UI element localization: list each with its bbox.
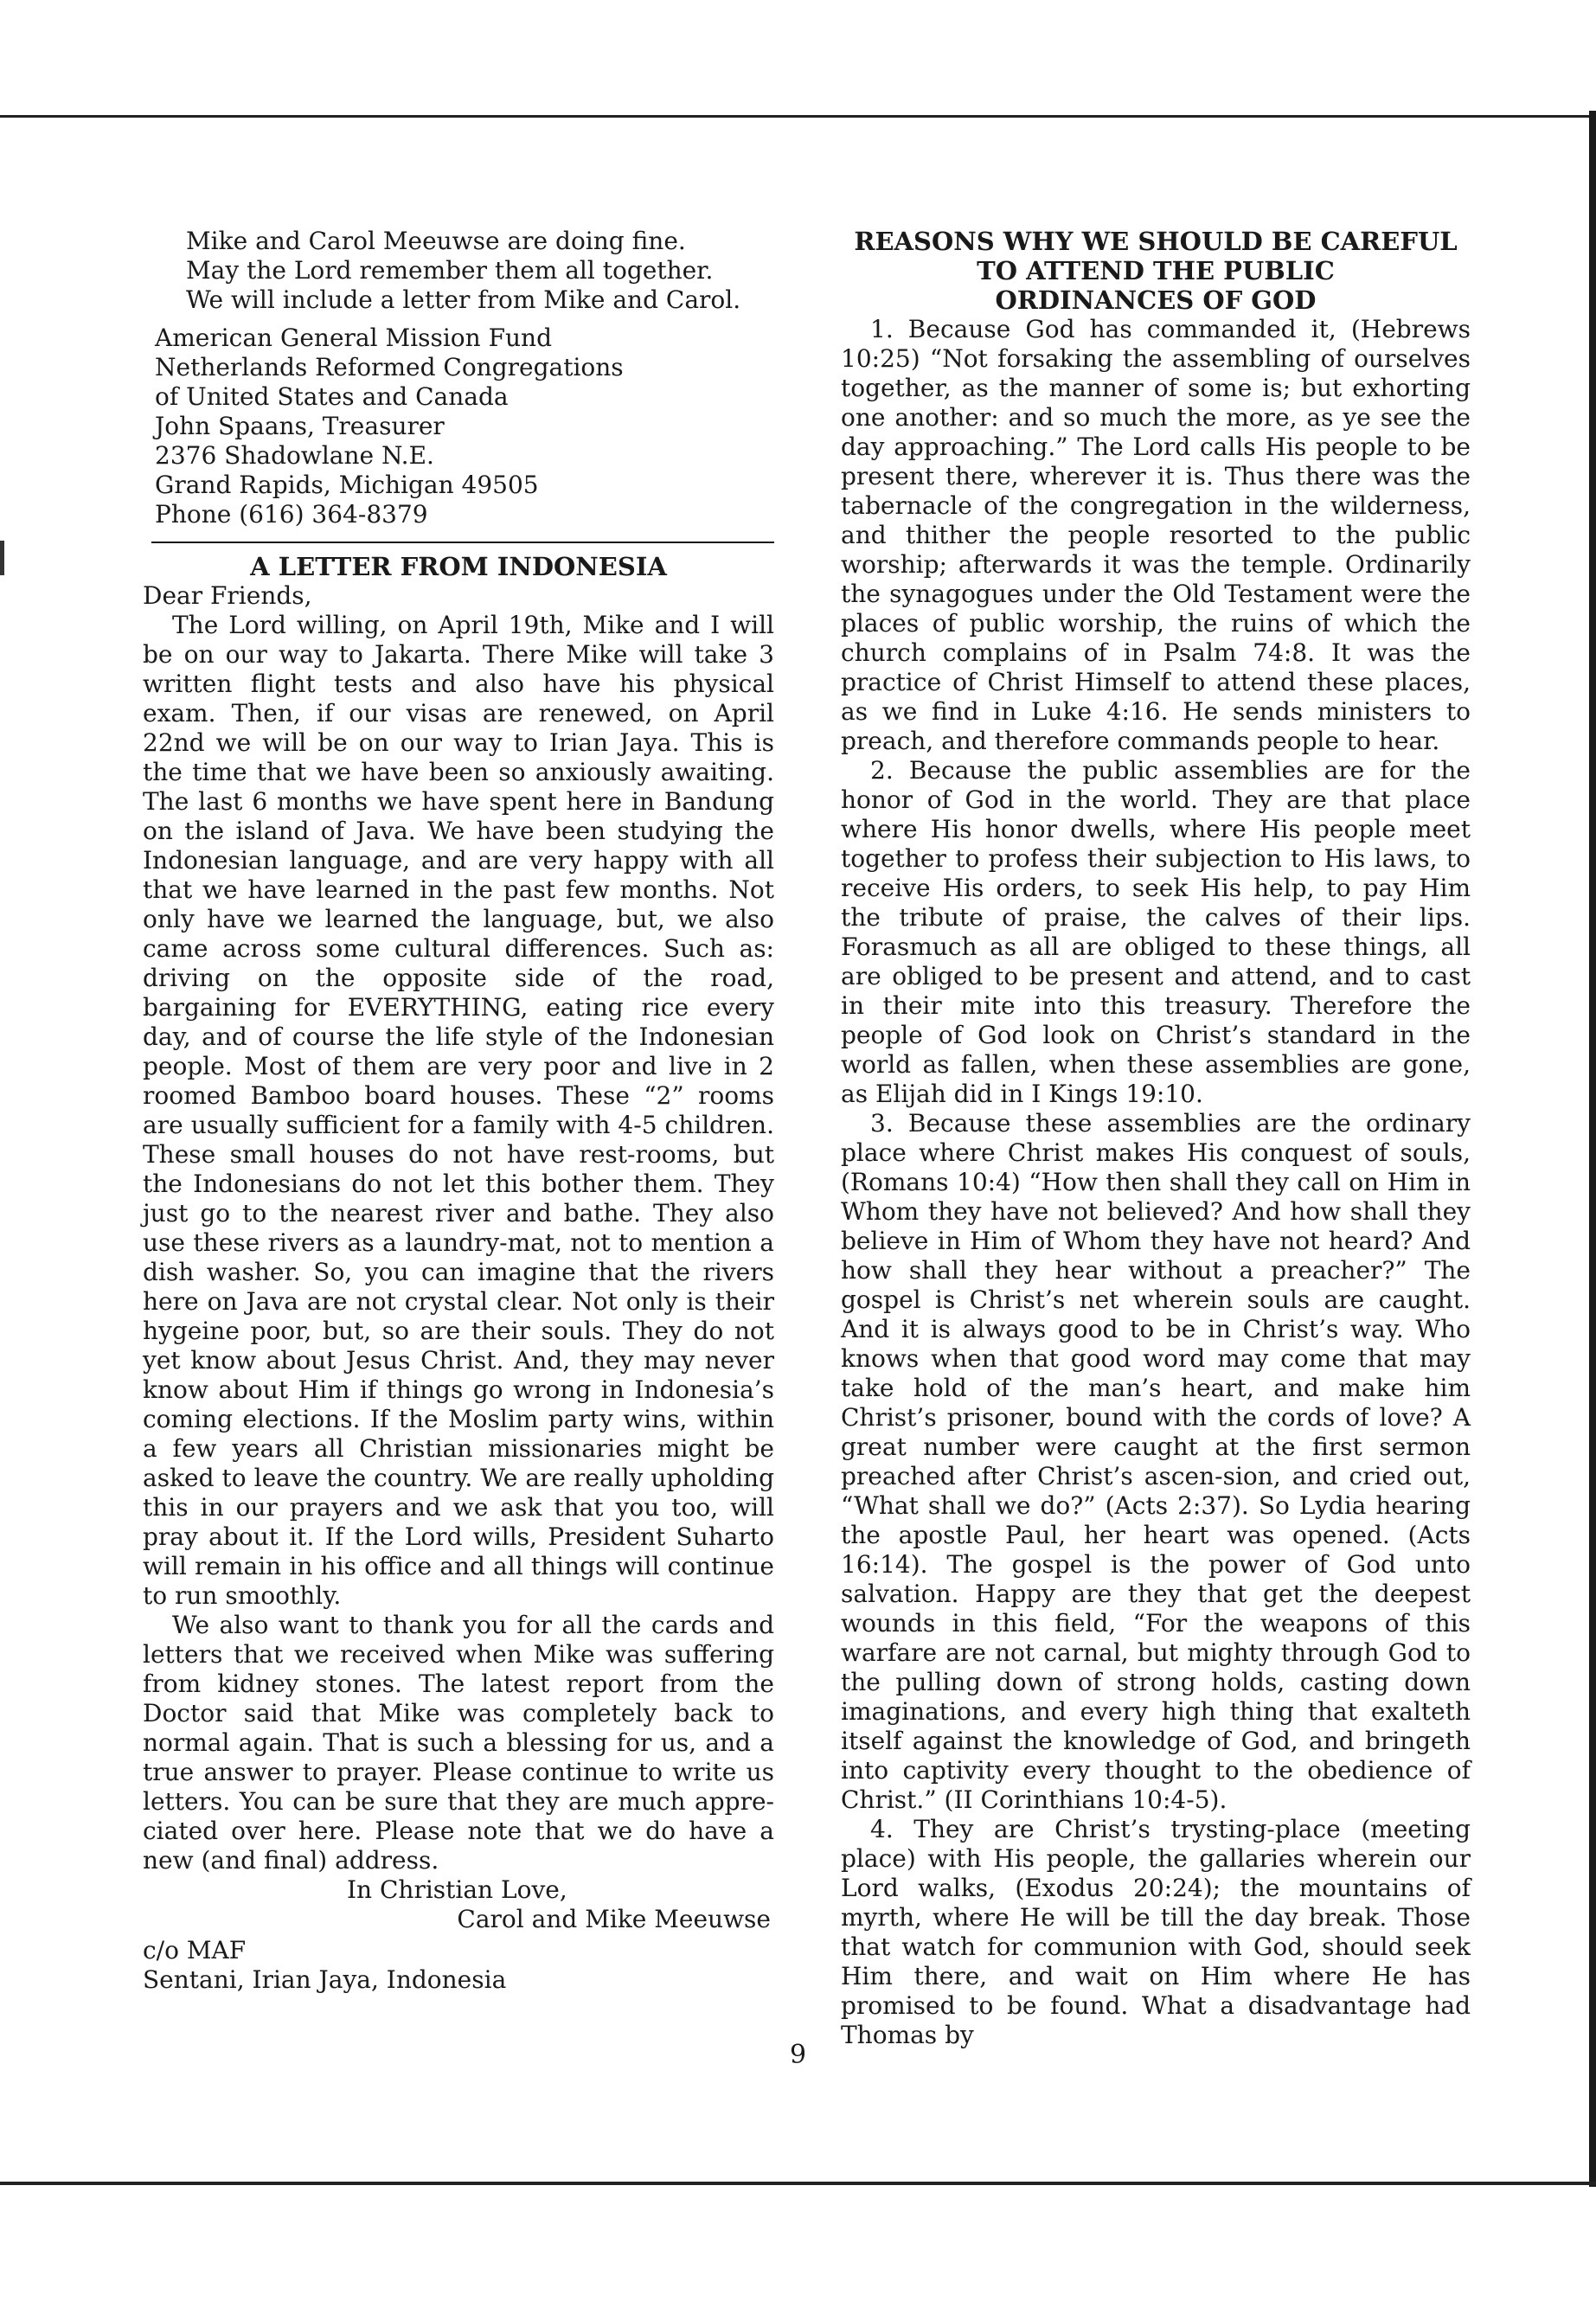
scan-mark-left — [0, 541, 4, 575]
left-column — [143, 227, 774, 1995]
address-line: American General Mission Fund — [155, 324, 552, 352]
right-column — [841, 227, 1471, 2050]
letter-title: A LETTER FROM INDONESIA — [250, 552, 667, 581]
intro-lines — [143, 227, 774, 315]
signature: Carol and Mike Meeuwse — [457, 1905, 771, 1933]
article-title-line: REASONS WHY WE SHOULD BE CAREFUL — [854, 227, 1458, 256]
address-line: Phone (616) 364-8379 — [155, 500, 428, 529]
bottom-rule — [0, 2182, 1596, 2185]
salutation: Dear Friends, — [143, 581, 312, 610]
address-line: John Spaans, Treasurer — [155, 412, 445, 440]
address-line: 2376 Shadowlane N.E. — [155, 441, 434, 470]
address-line: Grand Rapids, Michigan 49505 — [155, 471, 539, 499]
new-address — [143, 1936, 774, 1995]
article-paragraph: 1. Because God has commanded it, (Hebrews 10:25) “Not forsaking the assembling of ourselves together, as the manner of some is; but exhorting one another: and so much the more, as ye see the day approaching.” The Lord calls His people to be present there, wherever it is. Thus there was the tabernacle of the congregation in the wilderness, and thither the people resorted to the public worship; afterwards it was the temple. Ordinarily the synagogues under the Old Testament were the places of public worship, the ruins of which the church complains of in Psalm 74:8. It was the practice of Christ Himself to attend these places, as we find in Luke 4:16. He sends ministers to preach, and therefore commands people to hear. — [841, 315, 1471, 755]
page-number: 9 — [789, 2040, 807, 2070]
article-title-line: TO ATTEND THE PUBLIC — [977, 256, 1335, 285]
top-rule — [0, 115, 1596, 118]
article-paragraph: 3. Because these assemblies are the ordinary place where Christ makes His conquest of souls, (Romans 10:4) “How then shall they call on Him in Whom they have not believed? And how shall they believe in Him of Whom they have not heard? And how shall they hear without a preacher?” The gospel is Christ’s net wherein souls are caught. And it is always good to be in Christ’s way. Who knows when that good word may come that may take hold of the man’s heart, and make him Christ’s prisoner, bound with the cords of love? A great number were caught at the first sermon preached after Christ’s ascen-sion, and cried out, “What shall we do?” (Acts 2:37). So Lydia hearing the apostle Paul, her heart was opened. (Acts 16:14). The gospel is the power of God unto salvation. Happy are they that get the deepest wounds in this field, “For the weapons of this warfare are not carnal, but mighty through God to the pulling down of strong holds, casting down imaginations, and every high thing that exalteth itself against the knowledge of God, and bringeth into captivity every thought to the obedience of Christ.” (II Corinthians 10:4-5). — [841, 1109, 1471, 1814]
letter-body — [143, 611, 774, 1875]
address-line: Netherlands Reformed Congregations — [155, 353, 624, 381]
closing: In Christian Love, — [347, 1875, 567, 1904]
article-paragraph: 4. They are Christ’s trysting-place (meeting place) with His people, the gallaries wherein our Lord walks, (Exodus 20:24); the mountains of myrth, where He will be till the day break. Those that watch for communion with God, should seek Him there, and wait on Him where He has promised to be found. What a disadvantage had Thomas by — [841, 1815, 1471, 2049]
scan-edge-right — [1589, 111, 1596, 2187]
article-title-line: ORDINANCES OF GOD — [995, 285, 1317, 315]
intro-line: Mike and Carol Meeuwse are doing fine. — [186, 227, 686, 255]
intro-line: May the Lord remember them all together. — [186, 256, 714, 285]
address-line: c/o MAF — [143, 1936, 247, 1965]
intro-line: We will include a letter from Mike and Carol. — [186, 285, 741, 314]
article-body — [841, 315, 1471, 2050]
fund-address — [143, 324, 774, 529]
letter-paragraph: We also want to thank you for all the cards and letters that we received when Mike was suffering from kidney stones. The latest report from the Doctor said that Mike was completely back to normal again. That is such a blessing for us, and a true answer to prayer. Please continue to write us letters. You can be sure that they are much appre-ciated over here. Please note that we do have a new (and final) address. — [143, 1611, 774, 1875]
article-paragraph: 2. Because the public assemblies are for the honor of God in the world. They are that place where His honor dwells, where His people meet together to profess their subjection to His laws, to receive His orders, to seek His help, to pay Him the tribute of praise, the calves of their lips. Forasmuch as all are obliged to these things, all are obliged to be present and attend, and to cast in their mite into this treasury. Therefore the people of God look on Christ’s standard in the world as fallen, when these assemblies are gone, as Elijah did in I Kings 19:10. — [841, 756, 1471, 1108]
section-divider — [151, 542, 774, 543]
address-line: Sentani, Irian Jaya, Indonesia — [143, 1965, 507, 1994]
letter-paragraph: The Lord willing, on April 19th, Mike and I will be on our way to Jakarta. There Mike will take 3 written flight tests and also have his physical exam. Then, if our visas are renewed, on April 22nd we will be on our way to Irian Jaya. This is the time that we have been so anxiously awaiting. The last 6 months we have spent here in Bandung on the island of Java. We have been studying the Indonesian language, and are very happy with all that we have learned in the past few months. Not only have we learned the language, but, we also came across some cultural differences. Such as: driving on the opposite side of the road, bargaining for EVERYTHING, eating rice every day, and of course the life style of the Indonesian people. Most of them are very poor and live in 2 roomed Bamboo board houses. These “2” rooms are usually sufficient for a family with 4-5 children. These small houses do not have rest-rooms, but the Indonesians do not let this bother them. They just go to the nearest river and bathe. They also use these rivers as a laundry-mat, not to mention a dish washer. So, you can imagine that the rivers here on Java are not crystal clear. Not only is their hygeine poor, but, so are their souls. They do not yet know about Jesus Christ. And, they may never know about Him if things go wrong in Indonesia’s coming elections. If the Moslim party wins, within a few years all Christian missionaries might be asked to leave the country. We are really upholding this in our prayers and we ask that you too, will pray about it. If the Lord wills, President Suharto will remain in his office and all things will continue to run smoothly. — [143, 611, 774, 1610]
address-line: of United States and Canada — [155, 382, 509, 411]
